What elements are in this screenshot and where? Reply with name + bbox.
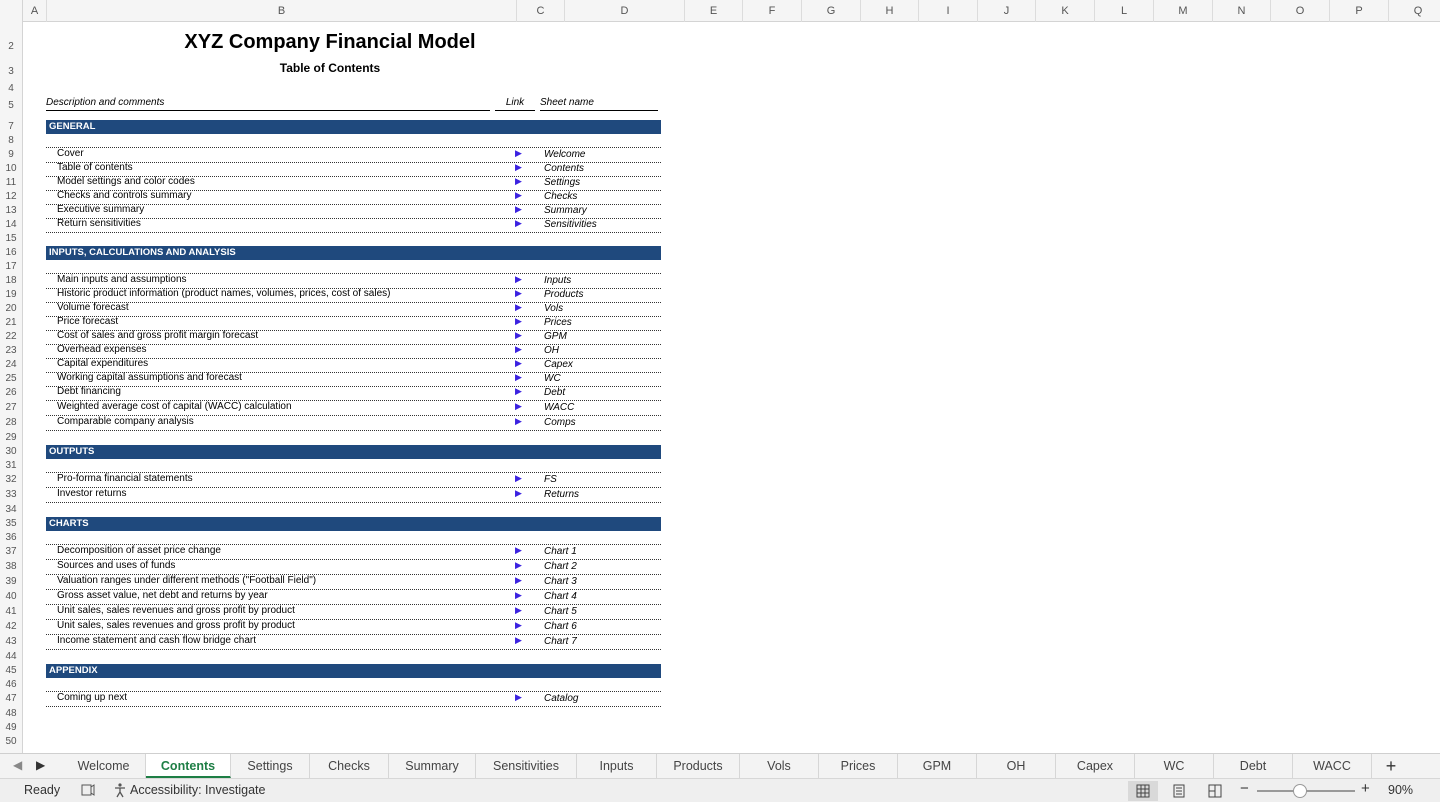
dotted-separator: [46, 232, 661, 233]
toc-item-sheet-link[interactable]: Checks: [544, 191, 578, 202]
sheet-tab[interactable]: Capex: [1056, 754, 1135, 778]
column-header[interactable]: F: [743, 0, 802, 22]
hyperlink-arrow-icon[interactable]: ▶: [515, 386, 522, 396]
section-header: APPENDIX: [46, 664, 661, 678]
toc-item-description: Table of contents: [57, 162, 133, 173]
sheet-tab[interactable]: WACC: [1293, 754, 1372, 778]
sheet-tab[interactable]: Prices: [819, 754, 898, 778]
toc-item-sheet-link[interactable]: Chart 6: [544, 621, 577, 632]
toc-item-description: Main inputs and assumptions: [57, 274, 187, 285]
dotted-separator: [46, 487, 661, 488]
sheet-tab[interactable]: OH: [977, 754, 1056, 778]
hyperlink-arrow-icon[interactable]: ▶: [515, 358, 522, 368]
row-header[interactable]: 37: [5, 546, 17, 557]
toc-item-sheet-link[interactable]: Welcome: [544, 149, 586, 160]
toc-item-description: Unit sales, sales revenues and gross profit by product: [57, 620, 295, 631]
toc-item-description: Weighted average cost of capital (WACC) calculation: [57, 401, 292, 412]
toc-item-description: Cover: [57, 148, 84, 159]
toc-item-description: Sources and uses of funds: [57, 560, 176, 571]
column-header[interactable]: H: [861, 0, 919, 22]
section-header: INPUTS, CALCULATIONS AND ANALYSIS: [46, 246, 661, 260]
column-header[interactable]: L: [1095, 0, 1154, 22]
sheet-tab[interactable]: Welcome: [62, 754, 146, 778]
add-sheet-button[interactable]: +: [1385, 756, 1397, 776]
accessibility-icon[interactable]: [112, 782, 128, 801]
hyperlink-arrow-icon[interactable]: ▶: [515, 330, 522, 340]
toc-item-description: Unit sales, sales revenues and gross profit by product: [57, 605, 295, 616]
column-header[interactable]: N: [1213, 0, 1271, 22]
toc-item-sheet-link[interactable]: Chart 3: [544, 576, 577, 587]
row-header[interactable]: 33: [5, 489, 17, 500]
toc-item-sheet-link[interactable]: Products: [544, 289, 584, 300]
sheet-name-column-header: Sheet name: [540, 97, 658, 111]
hyperlink-arrow-icon[interactable]: ▶: [515, 620, 522, 630]
column-header[interactable]: B: [47, 0, 517, 22]
description-column-header: Description and comments: [46, 97, 490, 111]
toc-item-sheet-link[interactable]: FS: [544, 474, 557, 485]
toc-item-description: Debt financing: [57, 386, 121, 397]
hyperlink-arrow-icon[interactable]: ▶: [515, 605, 522, 615]
row-header[interactable]: 29: [5, 432, 17, 443]
toc-item-sheet-link[interactable]: Chart 1: [544, 546, 577, 557]
sheet-tab[interactable]: Checks: [310, 754, 389, 778]
row-header[interactable]: 38: [5, 561, 17, 572]
zoom-slider-handle[interactable]: [1293, 784, 1307, 798]
row-header[interactable]: 22: [5, 331, 17, 342]
dotted-separator: [46, 147, 661, 148]
row-header[interactable]: 49: [5, 722, 17, 733]
toc-item-sheet-link[interactable]: Inputs: [544, 275, 572, 286]
toc-item-sheet-link[interactable]: Returns: [544, 489, 580, 500]
column-header[interactable]: P: [1330, 0, 1389, 22]
toc-item-description: Gross asset value, net debt and returns by year: [57, 590, 268, 601]
row-header[interactable]: 19: [5, 289, 17, 300]
row-header[interactable]: 3: [8, 66, 14, 77]
row-header[interactable]: 21: [5, 317, 17, 328]
toc-item-description: Price forecast: [57, 316, 119, 327]
toc-item-description: Valuation ranges under different methods ("Football Field"): [57, 575, 317, 586]
row-header[interactable]: 4: [8, 83, 14, 94]
row-header[interactable]: 20: [5, 303, 17, 314]
row-header[interactable]: 16: [5, 247, 17, 258]
status-bar: [0, 778, 1440, 802]
toc-item-sheet-link[interactable]: Capex: [544, 359, 573, 370]
toc-item-sheet-link[interactable]: OH: [544, 345, 559, 356]
page-layout-view-icon[interactable]: [1164, 781, 1194, 801]
toc-item-sheet-link[interactable]: Settings: [544, 177, 581, 188]
hyperlink-arrow-icon[interactable]: ▶: [515, 204, 522, 214]
row-header[interactable]: 42: [5, 621, 17, 632]
row-header[interactable]: 35: [5, 518, 17, 529]
hyperlink-arrow-icon[interactable]: ▶: [515, 316, 522, 326]
toc-item-sheet-link[interactable]: Chart 7: [544, 636, 577, 647]
hyperlink-arrow-icon[interactable]: ▶: [515, 190, 522, 200]
row-header[interactable]: 15: [5, 233, 17, 244]
hyperlink-arrow-icon[interactable]: ▶: [515, 635, 522, 645]
hyperlink-arrow-icon[interactable]: ▶: [515, 274, 522, 284]
sheet-tab[interactable]: Sensitivities: [476, 754, 577, 778]
row-header[interactable]: 47: [5, 693, 17, 704]
scroll-tabs-left-icon[interactable]: ◀: [13, 758, 23, 772]
dotted-separator: [46, 649, 661, 650]
toc-item-sheet-link[interactable]: Chart 5: [544, 606, 577, 617]
row-header[interactable]: 50: [5, 736, 17, 747]
model-title: XYZ Company Financial Model: [184, 31, 476, 53]
row-header[interactable]: 43: [5, 636, 17, 647]
toc-item-description: Cost of sales and gross profit margin forecast: [57, 330, 259, 341]
toc-item-description: Investor returns: [57, 488, 127, 499]
dotted-separator: [46, 302, 661, 303]
row-header[interactable]: 5: [8, 100, 14, 111]
row-header[interactable]: 30: [5, 446, 17, 457]
row-header[interactable]: 7: [8, 121, 14, 132]
page-break-view-icon[interactable]: [1200, 781, 1230, 801]
hyperlink-arrow-icon[interactable]: ▶: [515, 288, 522, 298]
column-header[interactable]: J: [978, 0, 1036, 22]
sheet-tab[interactable]: Vols: [740, 754, 819, 778]
column-header[interactable]: O: [1271, 0, 1330, 22]
dotted-separator: [46, 430, 661, 431]
hyperlink-arrow-icon[interactable]: ▶: [515, 372, 522, 382]
row-header[interactable]: 10: [5, 163, 17, 174]
row-header[interactable]: 28: [5, 417, 17, 428]
column-header[interactable]: C: [517, 0, 565, 22]
toc-item-sheet-link[interactable]: Contents: [544, 163, 585, 174]
row-header[interactable]: 31: [5, 460, 17, 471]
toc-item-description: Coming up next: [57, 692, 128, 703]
row-header[interactable]: 9: [8, 149, 14, 160]
sheet-tab[interactable]: Inputs: [577, 754, 657, 778]
row-header[interactable]: 14: [5, 219, 17, 230]
row-header[interactable]: 18: [5, 275, 17, 286]
row-header[interactable]: 24: [5, 359, 17, 370]
toc-item-sheet-link[interactable]: Prices: [544, 317, 572, 328]
toc-item-description: Volume forecast: [57, 302, 129, 313]
row-header[interactable]: 44: [5, 651, 17, 662]
hyperlink-arrow-icon[interactable]: ▶: [515, 692, 522, 702]
column-header[interactable]: D: [565, 0, 685, 22]
row-header[interactable]: 36: [5, 532, 17, 543]
hyperlink-arrow-icon[interactable]: ▶: [515, 218, 522, 228]
hyperlink-arrow-icon[interactable]: ▶: [515, 401, 522, 411]
toc-item-sheet-link[interactable]: Sensitivities: [544, 219, 597, 230]
row-header[interactable]: 2: [8, 41, 14, 52]
row-header[interactable]: 41: [5, 606, 17, 617]
toc-item-description: Model settings and color codes: [57, 176, 195, 187]
toc-item-sheet-link[interactable]: Comps: [544, 417, 576, 428]
dotted-separator: [46, 706, 661, 707]
column-header[interactable]: G: [802, 0, 861, 22]
toc-item-description: Checks and controls summary: [57, 190, 192, 201]
column-header[interactable]: Q: [1389, 0, 1440, 22]
column-header[interactable]: M: [1154, 0, 1213, 22]
dotted-separator: [46, 691, 661, 692]
toc-item-description: Return sensitivities: [57, 218, 141, 229]
row-header[interactable]: 34: [5, 504, 17, 515]
dotted-separator: [46, 386, 661, 387]
toc-item-description: Decomposition of asset price change: [57, 545, 221, 556]
row-header-bar: [0, 22, 23, 753]
sheet-tab[interactable]: Contents: [146, 754, 231, 778]
row-header[interactable]: 13: [5, 205, 17, 216]
toc-item-sheet-link[interactable]: Catalog: [544, 693, 579, 704]
toc-item-sheet-link[interactable]: Chart 4: [544, 591, 577, 602]
sheet-tab[interactable]: WC: [1135, 754, 1214, 778]
toc-item-description: Income statement and cash flow bridge chart: [57, 635, 256, 646]
row-header[interactable]: 27: [5, 402, 17, 413]
worksheet-grid[interactable]: [24, 22, 1440, 753]
row-header[interactable]: 12: [5, 191, 17, 202]
toc-item-description: Overhead expenses: [57, 344, 147, 355]
row-header[interactable]: 17: [5, 261, 17, 272]
row-header[interactable]: 32: [5, 474, 17, 485]
row-header[interactable]: 48: [5, 708, 17, 719]
toc-item-description: Executive summary: [57, 204, 145, 215]
row-header[interactable]: 39: [5, 576, 17, 587]
hyperlink-arrow-icon[interactable]: ▶: [515, 560, 522, 570]
section-header: GENERAL: [46, 120, 661, 134]
sheet-tab[interactable]: GPM: [898, 754, 977, 778]
sheet-tab[interactable]: Debt: [1214, 754, 1293, 778]
section-header: OUTPUTS: [46, 445, 661, 459]
hyperlink-arrow-icon[interactable]: ▶: [515, 575, 522, 585]
column-header[interactable]: I: [919, 0, 978, 22]
hyperlink-arrow-icon[interactable]: ▶: [515, 176, 522, 186]
column-header[interactable]: A: [23, 0, 47, 22]
normal-view-icon[interactable]: [1128, 781, 1158, 801]
toc-item-description: Capital expenditures: [57, 358, 149, 369]
hyperlink-arrow-icon[interactable]: ▶: [515, 473, 522, 483]
macro-record-icon[interactable]: [80, 782, 96, 801]
toc-item-sheet-link[interactable]: GPM: [544, 331, 567, 342]
row-header[interactable]: 40: [5, 591, 17, 602]
row-header[interactable]: 23: [5, 345, 17, 356]
row-header[interactable]: 26: [5, 387, 17, 398]
hyperlink-arrow-icon[interactable]: ▶: [515, 344, 522, 354]
sheet-tab[interactable]: Settings: [231, 754, 310, 778]
zoom-in-button[interactable]: +: [1361, 780, 1370, 797]
scroll-tabs-right-icon[interactable]: ▶: [36, 758, 46, 772]
row-header[interactable]: 25: [5, 373, 17, 384]
sheet-tab[interactable]: Products: [657, 754, 740, 778]
ready-status: Ready: [24, 783, 61, 797]
column-header[interactable]: E: [685, 0, 743, 22]
link-column-header: Link: [495, 97, 535, 111]
hyperlink-arrow-icon[interactable]: ▶: [515, 302, 522, 312]
row-header[interactable]: 46: [5, 679, 17, 690]
toc-item-sheet-link[interactable]: Chart 2: [544, 561, 577, 572]
hyperlink-arrow-icon[interactable]: ▶: [515, 416, 522, 426]
row-header[interactable]: 8: [8, 135, 14, 146]
hyperlink-arrow-icon[interactable]: ▶: [515, 590, 522, 600]
row-header[interactable]: 45: [5, 665, 17, 676]
hyperlink-arrow-icon[interactable]: ▶: [515, 162, 522, 172]
row-header[interactable]: 11: [5, 177, 17, 188]
accessibility-status[interactable]: Accessibility: Investigate: [130, 783, 266, 797]
toc-item-sheet-link[interactable]: WACC: [544, 402, 575, 413]
section-header: CHARTS: [46, 517, 661, 531]
column-header[interactable]: K: [1036, 0, 1095, 22]
hyperlink-arrow-icon[interactable]: ▶: [515, 488, 522, 498]
dotted-separator: [46, 502, 661, 503]
toc-item-sheet-link[interactable]: WC: [544, 373, 561, 384]
select-all-corner[interactable]: [0, 0, 23, 22]
toc-item-description: Working capital assumptions and forecast: [57, 372, 242, 383]
toc-item-sheet-link[interactable]: Vols: [544, 303, 564, 314]
toc-subtitle: Table of Contents: [279, 61, 381, 75]
toc-item-sheet-link[interactable]: Debt: [544, 387, 566, 398]
toc-item-description: Pro-forma financial statements: [57, 473, 193, 484]
sheet-tab-bar: [0, 753, 1440, 778]
toc-item-description: Historic product information (product names, volumes, prices, cost of sales): [57, 288, 391, 299]
toc-item-sheet-link[interactable]: Summary: [544, 205, 587, 216]
hyperlink-arrow-icon[interactable]: ▶: [515, 545, 522, 555]
toc-item-description: Comparable company analysis: [57, 416, 194, 427]
zoom-out-button[interactable]: −: [1240, 780, 1249, 797]
hyperlink-arrow-icon[interactable]: ▶: [515, 148, 522, 158]
zoom-level[interactable]: 90%: [1388, 783, 1414, 797]
column-header-bar: [0, 0, 1440, 22]
sheet-tab[interactable]: Summary: [389, 754, 476, 778]
